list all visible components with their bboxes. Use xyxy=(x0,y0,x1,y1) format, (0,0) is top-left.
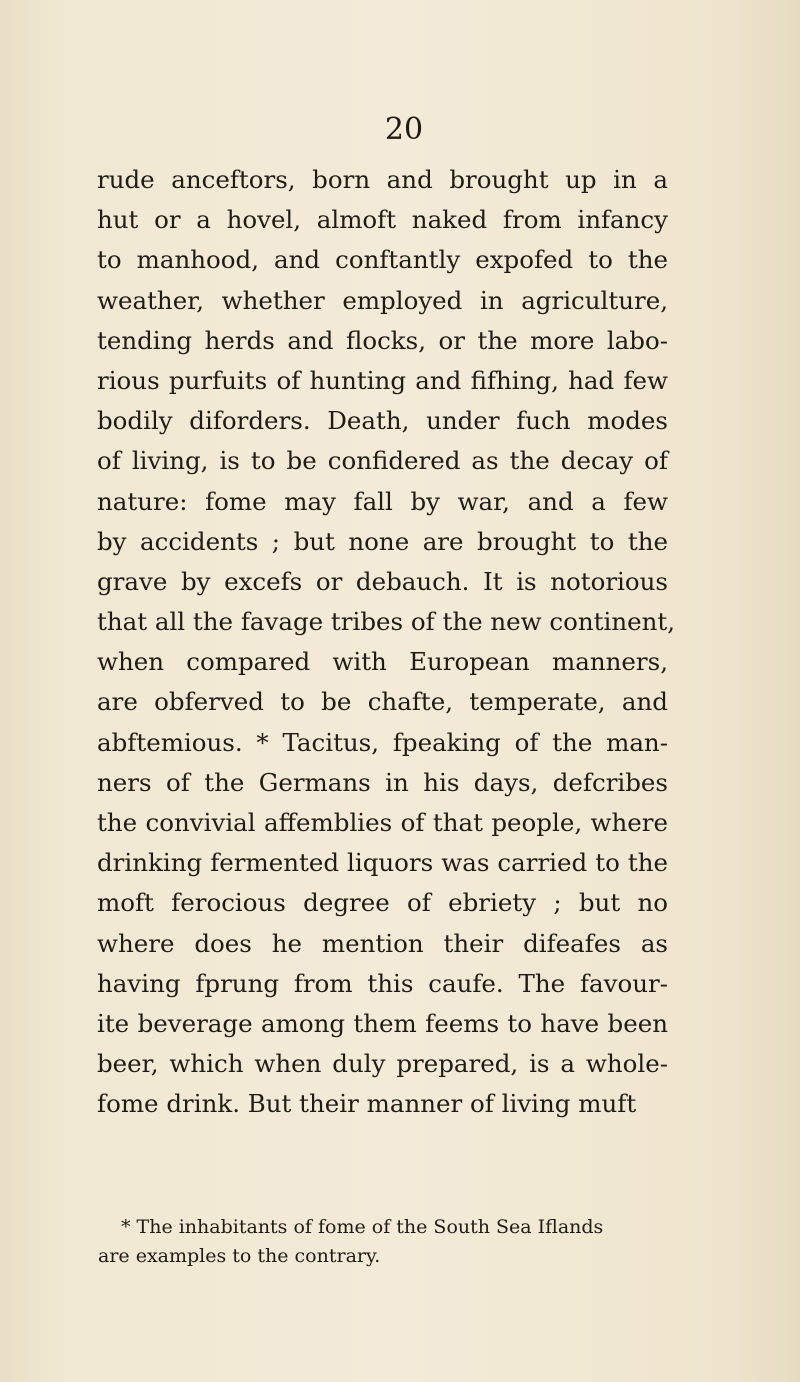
text-line: abftemious. * Tacitus, fpeaking of the man- xyxy=(97,727,668,757)
text-line: ners of the Germans in his days, defcribes xyxy=(97,767,668,797)
main-text xyxy=(97,160,676,1125)
text-line: drinking fermented liquors was carried to the xyxy=(97,848,668,878)
text-line: weather, whether employed in agriculture, xyxy=(97,285,668,315)
text-line: when compared with European manners, xyxy=(97,647,668,677)
footnote-line: * The inhabitants of fome of the South Sea Iflands xyxy=(121,1216,604,1238)
page-number: 20 xyxy=(384,112,424,147)
footnote xyxy=(98,1213,671,1271)
text-line: rious purfuits of hunting and fifhing, had few xyxy=(97,365,668,395)
text-line: of living, is to be confidered as the decay of xyxy=(97,446,668,476)
text-line: fome drink. But their manner of living muft xyxy=(97,1089,637,1119)
text-line: ite beverage among them feems to have been xyxy=(97,1008,668,1038)
text-line: rude anceftors, born and brought up in a xyxy=(97,165,668,194)
text-line: beer, which when duly prepared, is a whole- xyxy=(97,1049,668,1079)
text-line: to manhood, and conftantly expofed to the xyxy=(97,245,668,275)
text-line: tending herds and flocks, or the more labo- xyxy=(97,325,668,355)
footnote-line: are examples to the contrary. xyxy=(98,1245,381,1267)
text-line: grave by excefs or debauch. It is notorious xyxy=(97,566,668,596)
text-line: the convivial affemblies of that people, where xyxy=(97,808,668,837)
text-line: bodily diforders. Death, under fuch modes xyxy=(97,406,668,436)
text-line: where does he mention their difeafes as xyxy=(97,928,668,958)
text-line: nature: fome may fall by war, and a few xyxy=(97,486,668,516)
text-line: hut or a hovel, almoft naked from infancy xyxy=(97,205,668,235)
text-line: having fprung from this caufe. The favour- xyxy=(97,968,668,998)
text-line: are obferved to be chafte, temperate, and xyxy=(97,687,668,717)
text-line: that all the favage tribes of the new continent, xyxy=(97,607,676,637)
text-line: by accidents ; but none are brought to the xyxy=(97,526,668,556)
text-line: moft ferocious degree of ebriety ; but no xyxy=(97,888,668,918)
